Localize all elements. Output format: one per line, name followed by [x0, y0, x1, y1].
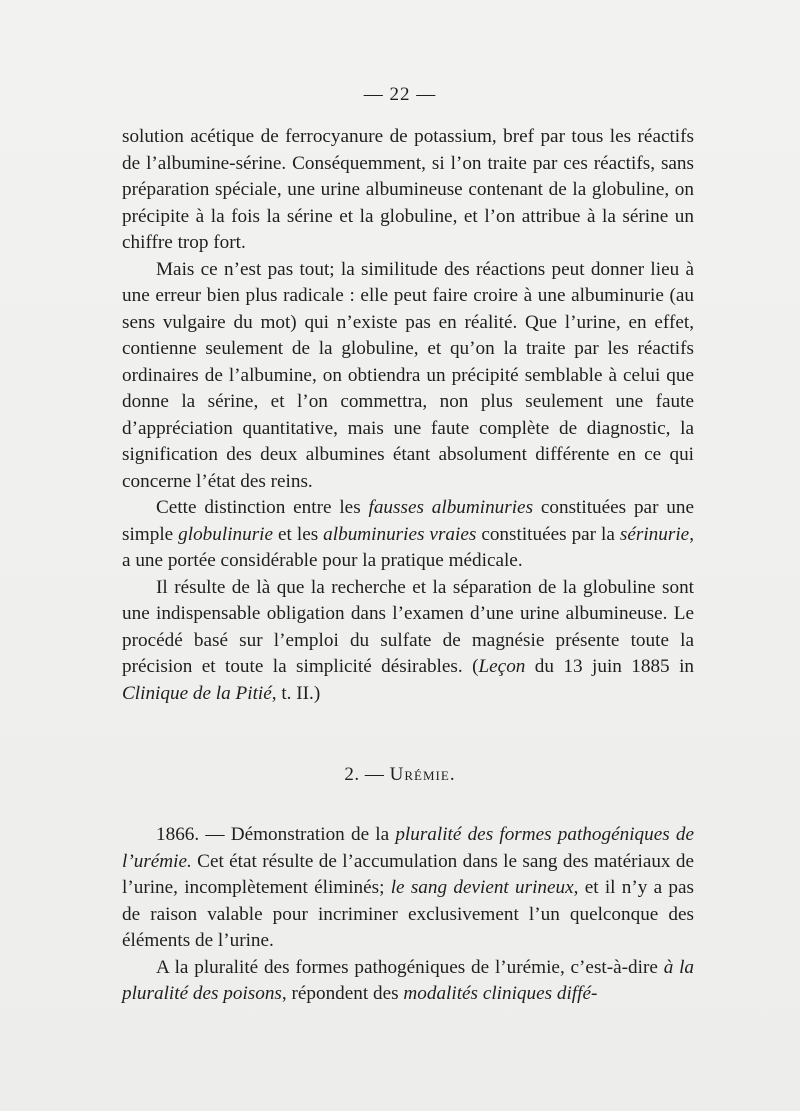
section-heading [0, 764, 800, 786]
text-run: Cette distinction entre les [156, 497, 369, 518]
italic-title: Clinique de la Pitié [122, 682, 272, 704]
text-block-lower [122, 822, 694, 1008]
paragraph-pluralite [122, 955, 694, 1008]
paragraph-distinction [122, 495, 694, 575]
italic-term: Leçon [478, 656, 526, 677]
text-run: du 13 juin 1885 in [525, 656, 694, 677]
page-number: — 22 — [363, 84, 437, 105]
italic-term: globulinurie [178, 523, 274, 545]
italic-term: à la pluralité des poisons [122, 956, 695, 1004]
text-run: et les [273, 523, 324, 545]
italic-term: sérinurie [619, 523, 690, 545]
italic-term: albuminuries vraies [323, 523, 477, 545]
text-block-upper [122, 124, 694, 707]
text-run: A la pluralité des formes pathogéniques de l’urémie, c’est-à-dire [156, 956, 664, 978]
italic-term: pluralité des formes pathogéniques de l’urémie. [122, 824, 694, 872]
text-run: , et il n’y a pas de raison valable pour incriminer exclusivement l’un quelconque des éléments de l’urine. [122, 877, 694, 951]
paragraph-similitude: Mais ce n’est pas tout; la similitude des réactions peut donner lieu à une erreur bien plus radicale : elle peut faire croire à une albuminurie (au sens vulgaire du mot) qui n’existe pas en réalité. Que l’urine, en effet, contienne seulement de la globuline, et qu’on la traite par les réactifs ordinaires de l’albumine, on obtiendra un précipité semblable à celui que donne la sérine, et l’on commettra, non plus seulement une faute d’appréciation quantitative, mais une faute complète de diagnostic, la signification des deux albumines étant absolument différente en ce qui concerne l’état des reins. [122, 258, 694, 492]
section-title: Urémie. [389, 764, 456, 785]
text-run: constituées par une simple [122, 497, 694, 545]
section-number: 2. — [344, 764, 390, 785]
text-run: , répondent des [281, 983, 404, 1004]
text-run: Cet état résulte de l’accumulation dans le sang des matériaux de l’urine, incomplètement éliminés; [122, 850, 694, 898]
paragraph-conclusion [122, 575, 694, 708]
italic-term: modalités cliniques diffé- [403, 983, 598, 1004]
text-run: , t. II.) [271, 682, 321, 704]
paragraph-1866 [122, 822, 694, 955]
paragraph-continuation: solution acétique de ferrocyanure de potassium, bref par tous les réactifs de l’albumine-sérine. Conséquemment, si l’on traite par ces réactifs, sans préparation spéciale, une urine albumineuse contenant de la globuline, on précipite à la fois la sérine et la globuline, et l’on attribue à la sérine un chiffre trop fort. [122, 126, 694, 253]
text-run: 1866. — Démonstration de la [156, 824, 396, 845]
text-run: Il résulte de là que la recherche et la séparation de la globuline sont une indispensable obligation dans l’examen d’une urine albumineuse. Le procédé basé sur l’emploi du sulfate de magnésie présente toute la précision et toute la simplicité désirables. ( [122, 576, 694, 677]
italic-term: fausses albuminuries [368, 497, 534, 518]
text-run: , a une portée considérable pour la pratique médicale. [122, 523, 694, 571]
text-run: constituées par la [476, 523, 620, 545]
italic-term: le sang devient urineux [390, 877, 574, 898]
